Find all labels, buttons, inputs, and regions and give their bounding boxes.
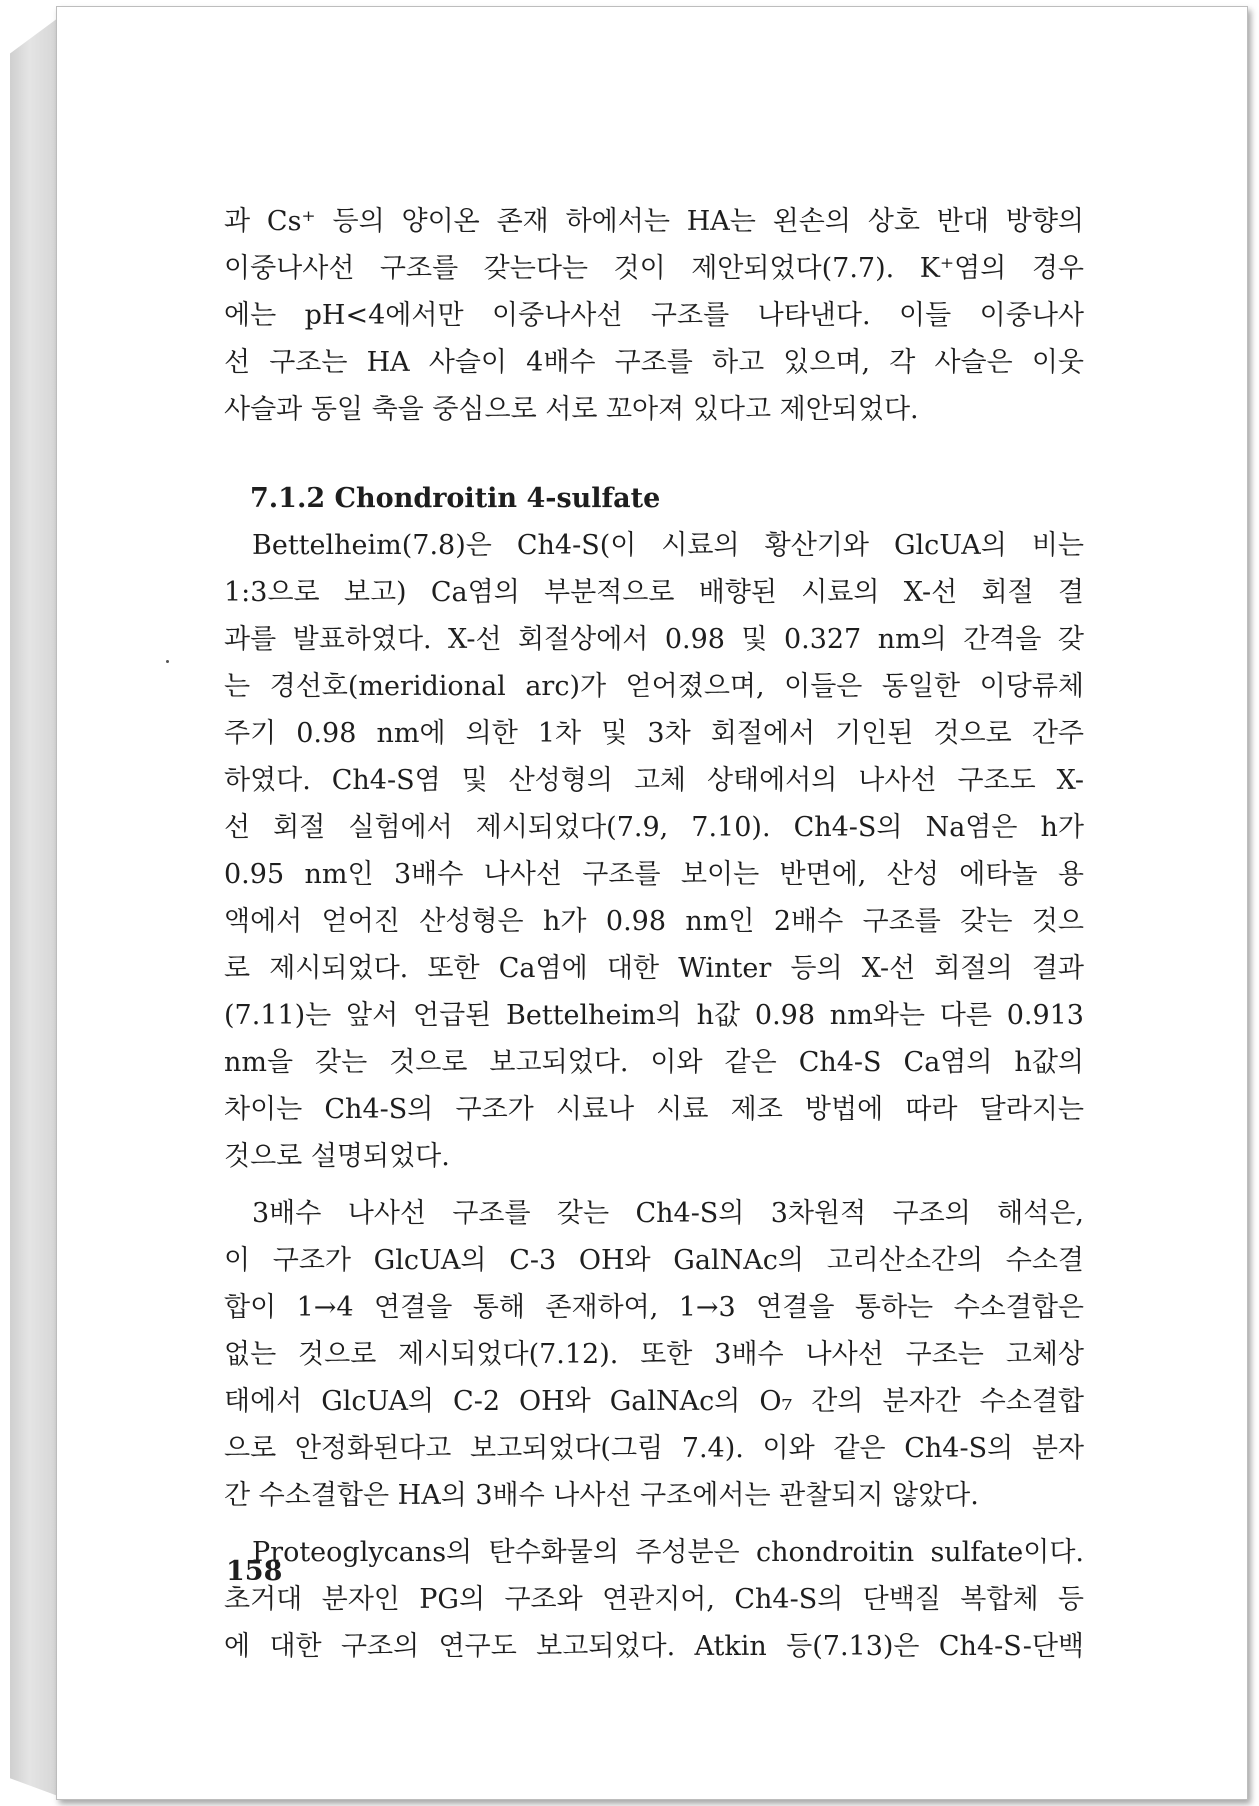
text-line: 주기 0.98 nm에 의한 1차 및 3차 회절에서 기인된 것으로 간주 [224, 718, 1084, 749]
text-line: 선 구조는 HA 사슬이 4배수 구조를 하고 있으며, 각 사슬은 이웃 [224, 347, 1084, 378]
text-line: 태에서 GlcUA의 C-2 OH와 GalNAc의 O₇ 간의 분자간 수소결합 [224, 1386, 1084, 1417]
stray-mark [166, 660, 169, 663]
text-line: 간 수소결합은 HA의 3배수 나사선 구조에서는 관찰되지 않았다. [224, 1480, 979, 1511]
text-line: 이중나사선 구조를 갖는다는 것이 제안되었다(7.7). K⁺염의 경우 [224, 253, 1084, 284]
paragraph-1 [224, 198, 1084, 433]
text-line: 선 회절 실험에서 제시되었다(7.9, 7.10). Ch4-S의 Na염은 h가 [224, 812, 1084, 843]
text-line: Proteoglycans의 탄수화물의 주성분은 chondroitin sulfate이다. [252, 1537, 1084, 1568]
spacer [224, 1180, 1084, 1190]
text-line: 로 제시되었다. 또한 Ca염에 대한 Winter 등의 X-선 회절의 결과 [224, 953, 1084, 984]
text-line: 는 경선호(meridional arc)가 얻어졌으며, 이들은 동일한 이당류체 [224, 671, 1084, 702]
section-heading: 7.1.2 Chondroitin 4-sulfate [250, 483, 661, 514]
spacer [224, 1519, 1084, 1529]
text-line: 으로 안정화된다고 보고되었다(그림 7.4). 이와 같은 Ch4-S의 분자 [224, 1433, 1084, 1464]
text-line: 과 Cs⁺ 등의 양이온 존재 하에서는 HA는 왼손의 상호 반대 방향의 [224, 206, 1084, 237]
paragraph-4 [224, 1529, 1084, 1670]
text-line: Bettelheim(7.8)은 Ch4-S(이 시료의 황산기와 GlcUA의 비는 [252, 530, 1084, 561]
paragraph-3 [224, 1190, 1084, 1519]
page-number: 158 [226, 1556, 283, 1587]
book-edge [10, 18, 58, 1796]
text-line: 차이는 Ch4-S의 구조가 시료나 시료 제조 방법에 따라 달라지는 [224, 1094, 1084, 1125]
text-line: (7.11)는 앞서 언급된 Bettelheim의 h값 0.98 nm와는 다른 0.913 [224, 1000, 1084, 1031]
text-line: 것으로 설명되었다. [224, 1141, 450, 1172]
text-line: 액에서 얻어진 산성형은 h가 0.98 nm인 2배수 구조를 갖는 것으 [224, 906, 1084, 937]
paragraph-2 [224, 522, 1084, 1180]
text-line: 0.95 nm인 3배수 나사선 구조를 보이는 반면에, 산성 에타놀 용 [224, 859, 1084, 890]
text-line: 사슬과 동일 축을 중심으로 서로 꼬아져 있다고 제안되었다. [224, 394, 919, 425]
spacer [224, 433, 1084, 475]
text-line: 없는 것으로 제시되었다(7.12). 또한 3배수 나사선 구조는 고체상 [224, 1339, 1084, 1370]
text-line: 과를 발표하였다. X-선 회절상에서 0.98 및 0.327 nm의 간격을 갖 [224, 624, 1084, 655]
text-line: 하였다. Ch4-S염 및 산성형의 고체 상태에서의 나사선 구조도 X- [224, 765, 1084, 796]
text-line: nm을 갖는 것으로 보고되었다. 이와 같은 Ch4-S Ca염의 h값의 [224, 1047, 1084, 1078]
body-text [224, 198, 1084, 1670]
text-line: 에 대한 구조의 연구도 보고되었다. Atkin 등(7.13)은 Ch4-S-단백 [224, 1631, 1084, 1662]
text-line: 합이 1→4 연결을 통해 존재하여, 1→3 연결을 통하는 수소결합은 [224, 1292, 1084, 1323]
text-line: 1:3으로 보고) Ca염의 부분적으로 배향된 시료의 X-선 회절 결 [224, 577, 1084, 608]
text-line: 초거대 분자인 PG의 구조와 연관지어, Ch4-S의 단백질 복합체 등 [224, 1584, 1084, 1615]
text-line: 에는 pH<4에서만 이중나사선 구조를 나타낸다. 이들 이중나사 [224, 300, 1084, 331]
text-line: 이 구조가 GlcUA의 C-3 OH와 GalNAc의 고리산소간의 수소결 [224, 1245, 1084, 1276]
text-line: 3배수 나사선 구조를 갖는 Ch4-S의 3차원적 구조의 해석은, [252, 1198, 1084, 1229]
